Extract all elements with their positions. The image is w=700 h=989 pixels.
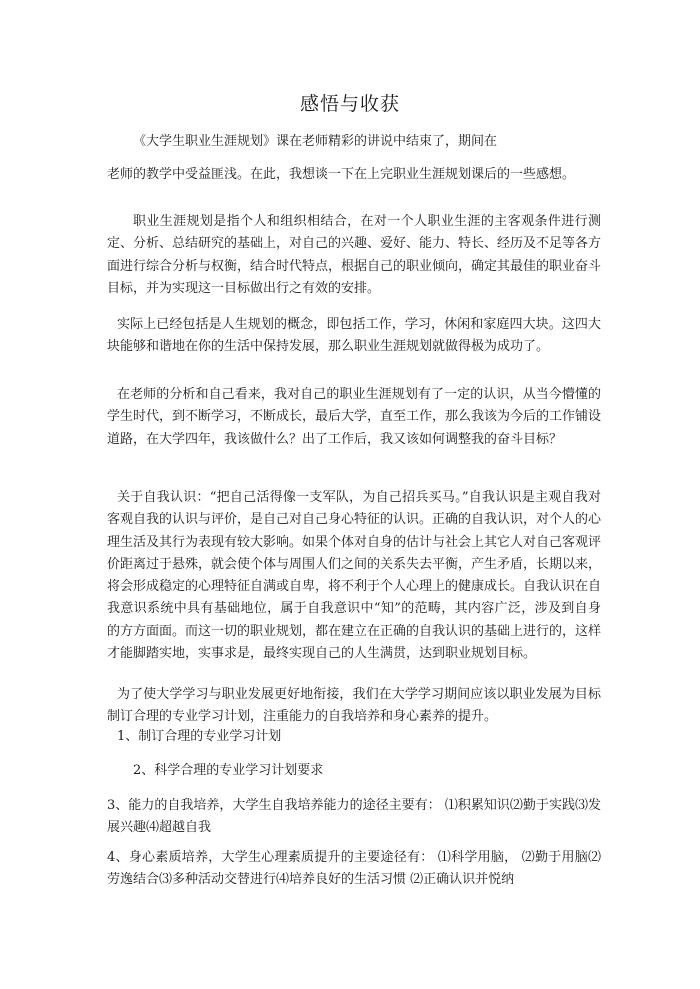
list-item-4: 4、身心素质培养，大学生心理素质提升的主要途径有： ⑴科学用脑， ⑵勤于用脑⑵劳逸结合⑶多种活动交替进行⑷培养良好的生活习惯 ⑵正确认识并悦纳	[107, 850, 601, 888]
list-item-2: 2、科学合理的专业学习计划要求	[133, 763, 324, 778]
paragraph-career-definition: 职业生涯规划是指个人和组织相结合，在对一个人职业生涯的主客观条件进行测定、分析、总结研究的基础上，对自己的兴趣、爱好、能力、特长、经历及不足等各方面进行综合分析与权衡，结合时代特点，根据自己的职业倾向，确定其最佳的职业奋斗目标，并为实现这一目标做出行之有效的安排。	[107, 214, 602, 296]
paragraph-self-analysis: 在老师的分析和自己看来，我对自己的职业生涯规划有了一定的认识，从当今懵懂的学生时代，到不断学习，不断成长，最后大学，直至工作，那么我该为今后的工作铺设道路，在大学四年，我该做什么？出了工作后，我又该如何调整我的奋斗目标？	[107, 387, 602, 447]
paragraph-life-planning: 实际上已经包括是人生规划的概念，即包括工作，学习，休闲和家庭四大块。这四大块能够和谐地在你的生活中保持发展，那么职业生涯规划就做得极为成功了。	[107, 317, 601, 355]
paragraph-intro-2: 老师的教学中受益匪浅。在此，我想谈一下在上完职业生涯规划课后的一些感想。	[107, 167, 576, 182]
list-item-3: 3、能力的自我培养，大学生自我培养能力的途径主要有： ⑴积累知识⑵勤于实践⑶发展兴趣⑷超越自我	[107, 798, 601, 836]
list-item-1: 1、制订合理的专业学习计划	[117, 729, 282, 744]
document-title: 感悟与收获	[299, 93, 400, 115]
paragraph-study-plan: 为了使大学学习与职业发展更好地衔接，我们在大学学习期间应该以职业发展为目标制订合理的专业学习计划，注重能力的自我培养和身心素养的提升。	[107, 687, 601, 725]
paragraph-self-awareness: 关于自我认识：“把自己活得像一支军队，为自己招兵买马。”自我认识是主观自我对客观自我的认识与评价，是自己对自己身心特征的认识。正确的自我认识，对个人的心理生活及其行为表现有较大影响。如果个体对自身的估计与社会上其它人对自己客观评价距离过于悬殊，就会使个体与周围人们之间的关系失去平衡，产生矛盾，长期以来，将会形成稳定的心理特征自满或自卑，将不利于个人心理上的健康成长。自我认识在自我意识系统中具有基础地位，属于自我意识中“知”的范畴，其内容广泛，涉及到自身的方方面面。而这一切的职业规划，都在建立在正确的自我认识的基础上进行的，这样才能脚踏实地，实事求是，最终实现自己的人生满贯，达到职业规划目标。	[107, 490, 602, 662]
paragraph-intro-1: 《大学生职业生涯规划》课在老师精彩的讲说中结束了，期间在	[133, 134, 498, 149]
